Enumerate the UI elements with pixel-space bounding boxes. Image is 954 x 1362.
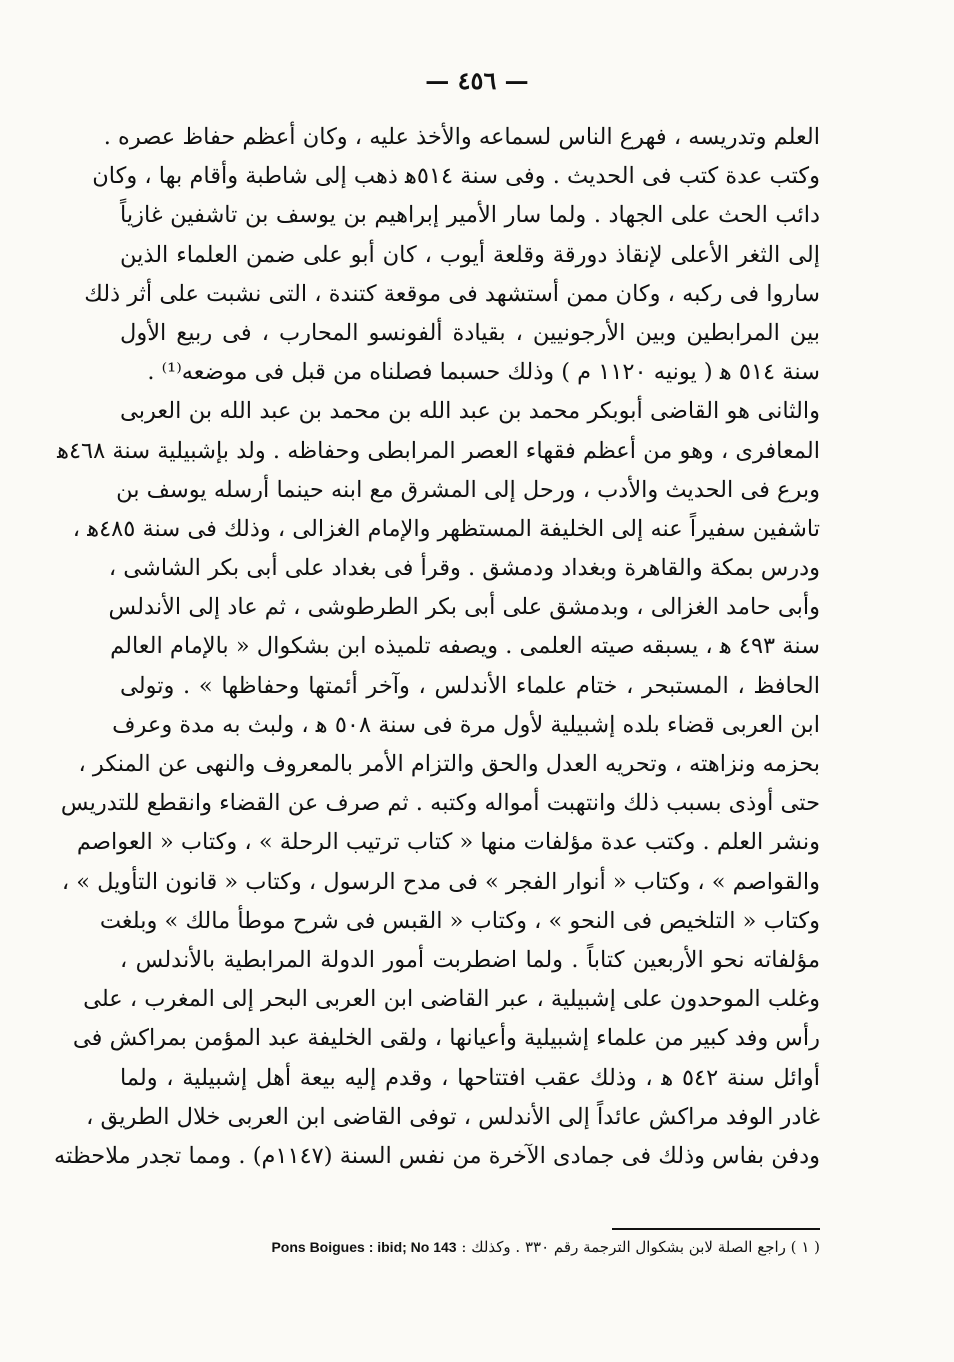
text-line: وكتاب « التلخيص فى النحو » ، وكتاب « القبس فى شرح موطأ مالك » وبلغت (99, 907, 820, 934)
paragraph-1 (84, 118, 820, 392)
text-line: وأبى حامد الغزالى ، وبدمشق على أبى بكر الطرطوشى ، ثم عاد إلى الأندلس (108, 594, 820, 621)
text-line: رأس وفد كبير من علماء إشبيلية وأعيانها ، ولقى الخليفة عبد المؤمن بمراكش فى (72, 1025, 820, 1052)
text-line: ودفن بفاس وذلك فى جمادى الآخرة من نفس السنة (١١٤٧م) . ومما تجدر ملاحظته (54, 1142, 820, 1169)
text-line: ونشر العلم . وكتب عدة مؤلفات منها « كتاب ترتيب الرحلة » ، وكتاب « العواصم (76, 829, 820, 856)
text-line: والقواصم » ، وكتاب « أنوار الفجر » فى مدح الرسول ، وكتاب « قانون التأويل » ، (61, 868, 820, 895)
text-line: ودرس بمكة والقاهرة وبغداد ودمشق . وقرأ فى بغداد على أبى بكر الشاشى ، (108, 555, 820, 582)
text-line: غادر الوفد مراكش عائداً إلى الأندلس ، توفى القاضى ابن العربى خلال الطريق ، (86, 1103, 820, 1130)
text-line: وغلب الموحدون على إشبيلية ، عبر القاضى ابن العربى البحر إلى المغرب ، على (83, 986, 820, 1013)
text-line: ابن العربى قضاء بلده إشبيلية لأول مرة فى سنة ٥٠٨ ﻫ ، ولبث به مدة وعرف (112, 711, 820, 738)
footnote (130, 1236, 820, 1258)
text-line: العلم وتدريسه ، فهرع الناس لسماعه والأخذ عليه ، وكان أعظم حفاظ عصره . (103, 124, 820, 150)
text-line: ساروا فى ركبه ، وكان ممن أستشهد فى موقعة كتندة ، التى نشبت على أثر ذلك (84, 280, 820, 307)
footnote-latin: Pons Boigues : ibid; No 143 (271, 1239, 457, 1255)
footnote-arabic: ( ١ ) راجع الصلة لابن بشكوال الترجمة رقم ٣٣٠ . وكذلك : (461, 1238, 820, 1256)
text-line: تاشفين سفيراً عنه إلى الخليفة المستظهر والإمام الغزالى ، وذلك فى سنة ٤٨٥ﻫ ، (72, 515, 820, 542)
text-line: أوائل سنة ٥٤٢ ﻫ ، وذلك عقب افتتاحها ، وقدم إليه بيعة أهل إشبيلية ، ولما (120, 1064, 820, 1091)
text-line: حتى أوذى بسبب ذلك وانتهبت أمواله وكتبه . ثم صرف عن القضاء وانقطع للتدريس (60, 790, 820, 817)
text-line: بين المرابطين وبين الأرجونيين ، بقيادة ألفونسو المحارب ، فى ربيع الأول (120, 319, 820, 346)
text-line: مؤلفاته نحو الأربعين كتاباً . ولما اضطربت أمور الدولة المرابطية بالأندلس ، (120, 946, 820, 973)
text-line: المعافرى ، وهو من أعظم فقهاء العصر المرابطى وحفاظه . ولد بإشبيلية سنة ٤٦٨ﻫ (57, 437, 820, 464)
page-number: — ٤٥٦ — (425, 66, 529, 95)
text-line: بحزمه ونزاهته ، وتحريه العدل والحق والتزام الأمر بالمعروف والنهى عن المنكر ، (78, 751, 820, 777)
text-line: الحافظ ، المستبحر ، ختام علماء الأندلس ، وآخر أئمتها وحفاظها » . وتولى (120, 672, 820, 699)
body-text (54, 118, 820, 1176)
text-line: وكتب عدة كتب فى الحديث . وفى سنة ٥١٤ﻫ ذهب إلى شاطبة وأقام بها ، وكان (92, 163, 820, 190)
footnote-divider (612, 1228, 820, 1230)
text-line: إلى الثغر الأعلى لإنقاذ دورقة وقلعة أيوب ، كان أبو على ضمن العلماء الذين (120, 241, 820, 268)
text-line: دائب الحث على الجهاد . ولما سار الأمير إبراهيم بن يوسف بن تاشفين غازياً (120, 202, 820, 229)
text-line: سنة ٤٩٣ ﻫ ، يسبقه صيته العلمى . ويصفه تلميذه ابن بشكوال « بالإمام العالم (110, 633, 820, 660)
paragraph-2 (54, 392, 820, 1176)
text-line: سنة ٥١٤ ﻫ ( يونيه ١١٢٠ م ) وذلك حسبما فصلناه من قبل فى موضعه⁽¹⁾ . (147, 359, 820, 386)
text-line: وبرع فى الحديث والأدب ، ورحل إلى المشرق مع ابنه حينما أرسله يوسف بن (116, 476, 820, 503)
text-line: والثانى هو القاضى أبوبكر محمد بن عبد الله بن محمد بن عبد الله بن العربى (120, 398, 820, 425)
